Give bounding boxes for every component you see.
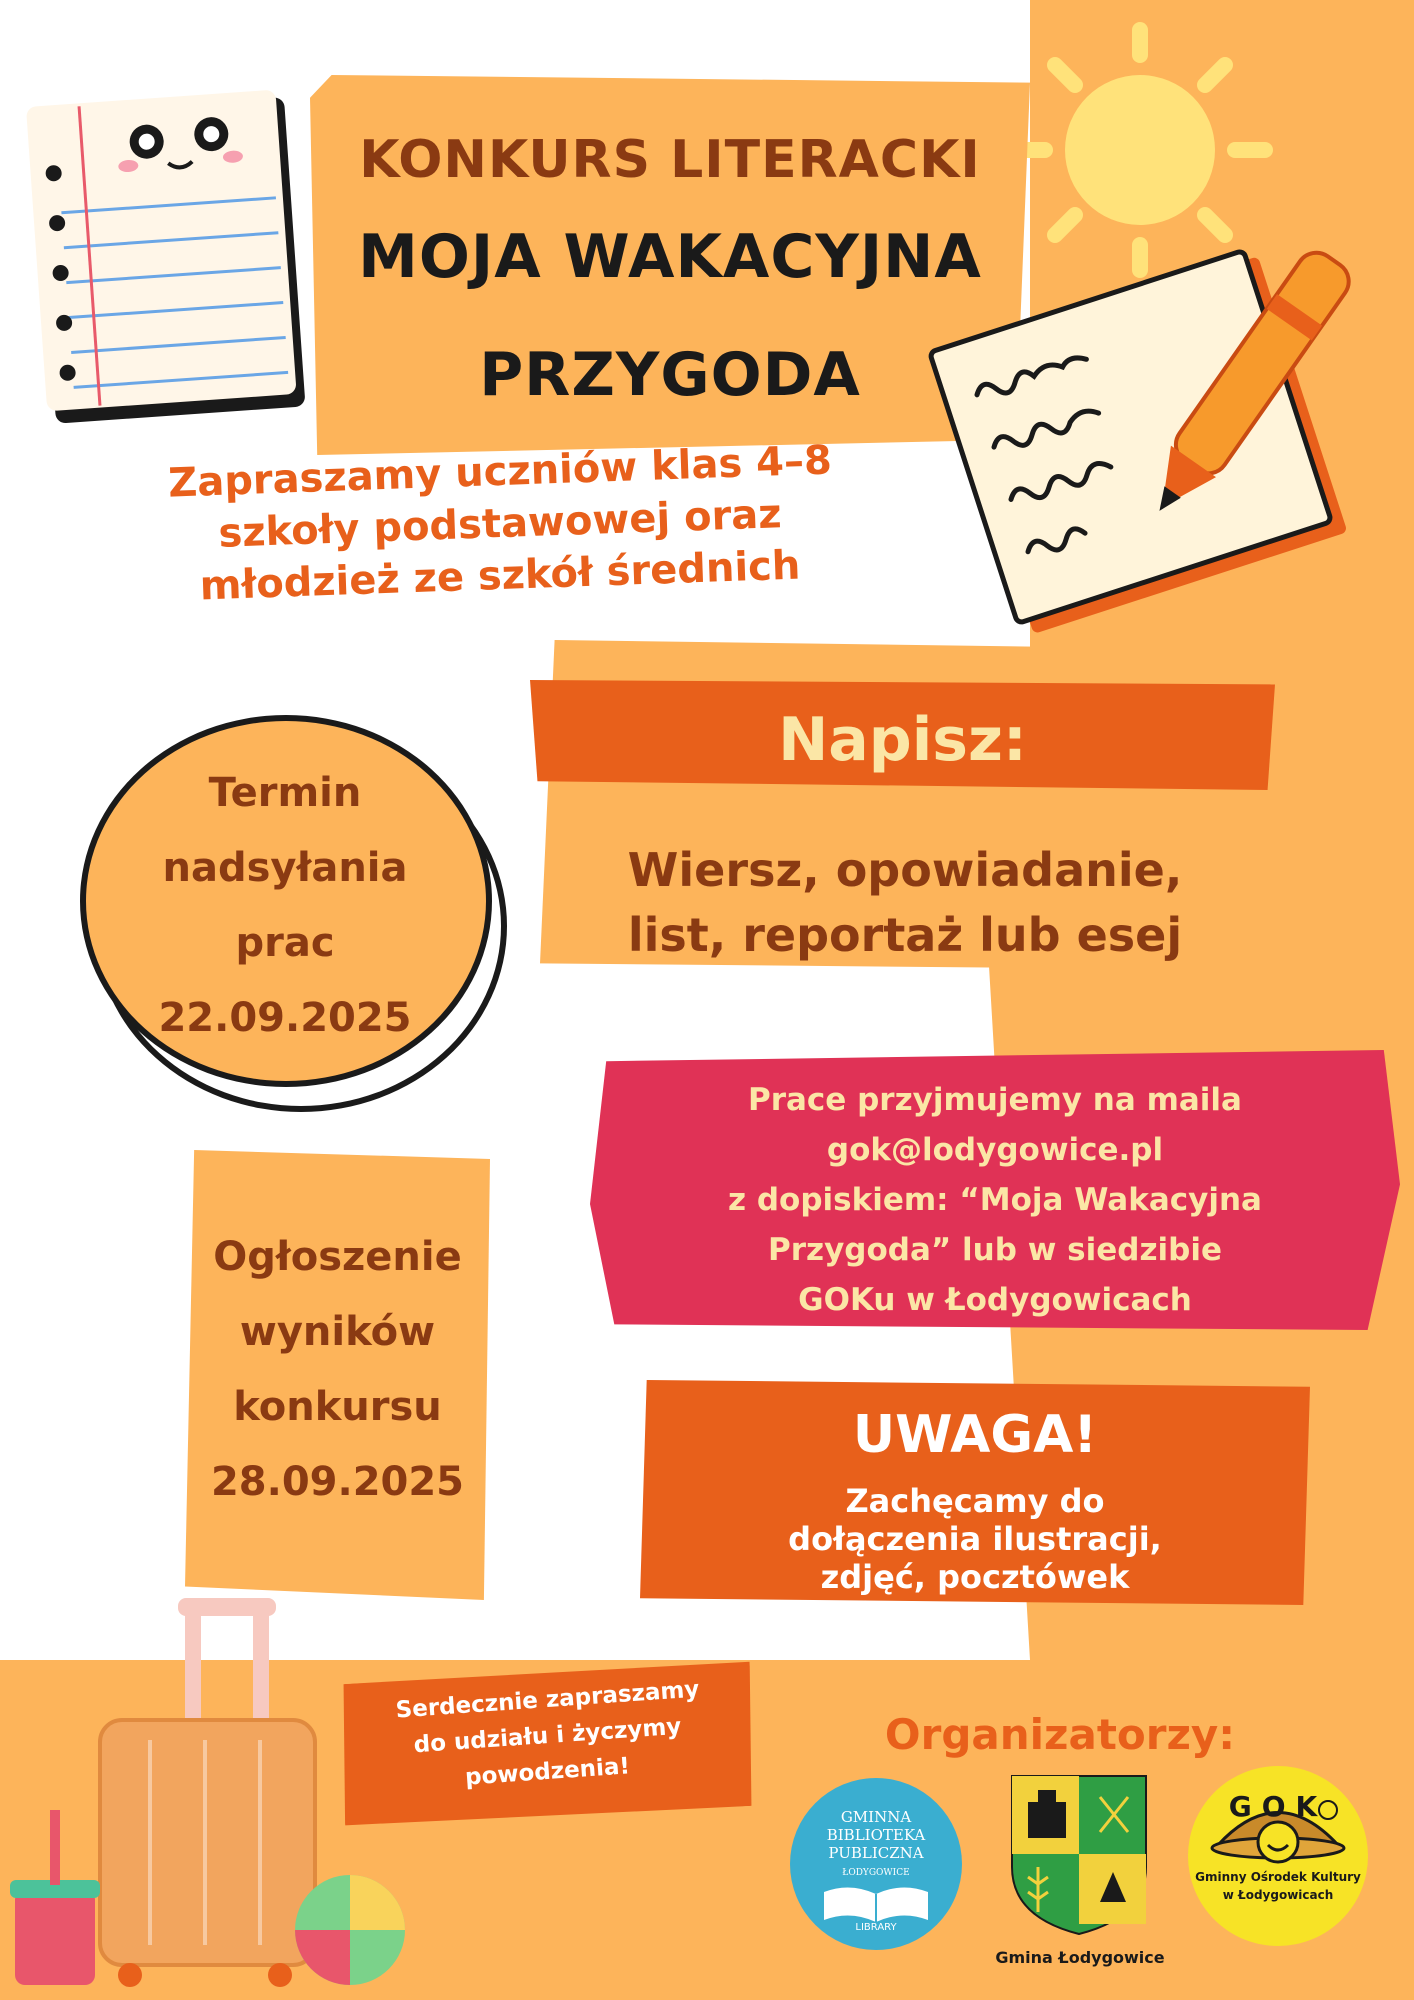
- notepad-icon: [25, 85, 325, 435]
- note-line-3: zdjęć, pocztówek: [820, 1558, 1130, 1596]
- closing-line-3: powodzenia!: [464, 1753, 631, 1791]
- library-line-1: GMINNA: [840, 1808, 912, 1826]
- contest-title-line2: PRZYGODA: [479, 340, 861, 410]
- gmina-caption: Gmina Łodygowice: [995, 1948, 1165, 1967]
- contest-label: KONKURS LITERACKI: [359, 130, 981, 190]
- submission-line-1: Prace przyjmujemy na maila: [748, 1082, 1242, 1118]
- library-tag: LIBRARY: [855, 1922, 897, 1933]
- note-line-1: Zachęcamy do: [845, 1482, 1105, 1520]
- library-line-2: BIBLIOTEKA: [826, 1826, 926, 1844]
- write-line-2: list, reportaż lub esej: [627, 908, 1183, 962]
- submission-email[interactable]: gok@lodygowice.pl: [826, 1132, 1164, 1168]
- organizers-heading: Organizatorzy:: [884, 1710, 1236, 1759]
- deadline-line-2: nadsyłania: [162, 845, 408, 891]
- library-line-3: PUBLICZNA: [828, 1844, 924, 1862]
- deadline-date: 22.09.2025: [158, 995, 412, 1041]
- invitation-line-1: Zapraszamy uczniów klas 4–8: [167, 437, 833, 507]
- submission-line-3: z dopiskiem: “Moja Wakacyjna: [728, 1182, 1262, 1218]
- gok-line-1: Gminny Ośrodek Kultury: [1195, 1870, 1361, 1884]
- contest-title-line1: MOJA WAKACYJNA: [358, 222, 982, 292]
- gmina-crest-icon: [1008, 1772, 1150, 1937]
- results-date: 28.09.2025: [210, 1459, 465, 1505]
- write-heading: Napisz:: [778, 705, 1027, 775]
- gok-mark: GOK: [1228, 1790, 1328, 1823]
- gok-line-2: w Łodygowicach: [1222, 1888, 1334, 1902]
- note-line-2: dołączenia ilustracji,: [788, 1520, 1162, 1558]
- deadline-line-3: prac: [235, 920, 335, 966]
- submission-line-5: GOKu w Łodygowicach: [798, 1282, 1192, 1318]
- deadline-line-1: Termin: [208, 770, 362, 816]
- write-line-1: Wiersz, opowiadanie,: [627, 843, 1183, 897]
- results-line-2: wyników: [239, 1309, 436, 1355]
- suitcase-icon: [10, 1590, 430, 2000]
- closing-line-1: Serdecznie zapraszamy: [394, 1676, 701, 1724]
- invitation-line-2: szkoły podstawowej oraz: [217, 491, 783, 557]
- results-line-1: Ogłoszenie: [213, 1234, 462, 1280]
- results-line-3: konkursu: [233, 1384, 442, 1430]
- open-book-icon: [820, 1880, 932, 1925]
- submission-line-4: Przygoda” lub w siedzibie: [768, 1232, 1222, 1268]
- note-heading: UWAGA!: [852, 1405, 1098, 1465]
- writing-notebook-icon: [920, 225, 1360, 695]
- invitation-line-3: młodzież ze szkół średnich: [198, 542, 802, 610]
- closing-line-2: do udziału i życzymy: [412, 1713, 683, 1759]
- library-place: ŁODYGOWICE: [842, 1868, 910, 1878]
